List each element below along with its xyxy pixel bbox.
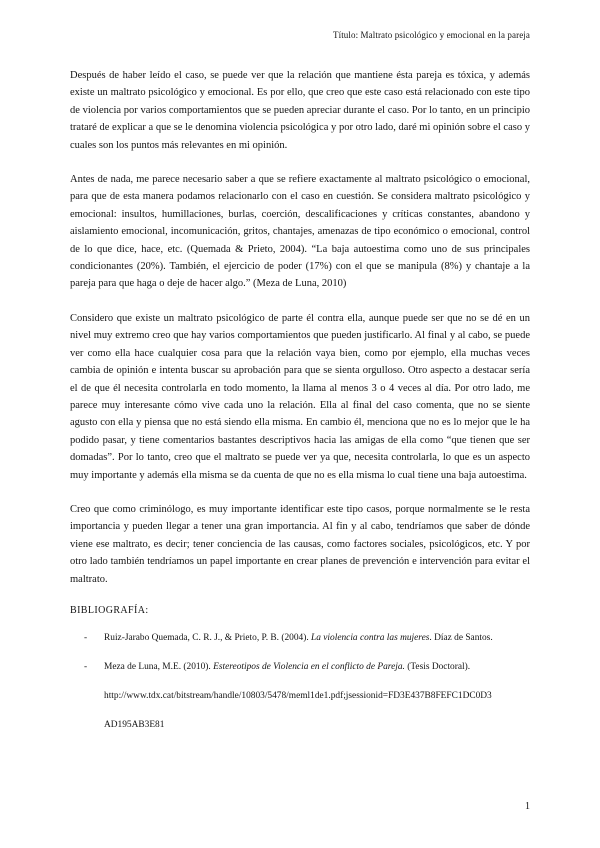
bullet-dash: - [84,661,88,672]
bibliography-entry-text [104,661,530,674]
bibliography-heading: BIBLIOGRAFÍA: [70,604,149,616]
citation-authors: Ruiz-Jarabo Quemada, C. R. J., & Prieto, P. B. (2004). [104,632,312,643]
citation-publisher: . Díaz de Santos. [429,632,493,643]
bibliography-entry-1 [70,632,530,645]
body-paragraph-4: Creo que como criminólogo, es muy importante identificar este tipo casos, porque normalmente se le resta importancia y pueden llegar a tener una gran importancia. Al fin y al cabo, tendríamos que saber de dónde viene ese maltrato, es decir; tener conciencia de las causas, como factores sociales, psicológicos, etc. Y por otro lado también tendríamos un papel importante en crear planes de prevención e intervención para evitar el maltrato. [70,503,530,585]
citation-authors: Meza de Luna, M.E. (2010). [104,661,214,672]
header-title: Título: Maltrato psicológico y emocional en la pareja [333,30,530,40]
bullet-dash: - [84,632,88,643]
bibliography-entry-2 [70,661,530,674]
page-footer [525,801,530,812]
body-paragraph-1: Después de haber leído el caso, se puede ver que la relación que mantiene ésta pareja es tóxica, y además existe un maltrato psicológico y emocional. Es por ello, que creo que este caso está relacionado con este tipo de violencia por varios comportamientos que se pueden apreciar durante el caso. Por lo tanto, en un principio trataré de explicar a que se le denomina violencia psicológica y por otro lado, daré mi opinión sobre el caso y cuales son los puntos más relevantes en mi opinión. [70,70,530,151]
body-paragraph-3: Considero que existe un maltrato psicológico de parte él contra ella, aunque puede ser que no se dé en un nivel muy extremo creo que hay varios comportamientos que pueden justificarlo. Al final y al cabo, se puede ver como ella hace cualquier cosa para que la relación vaya bien, como por ejemplo, ella muchas veces cambia de opinión e intenta buscar su aprobación para que se sienta orgulloso. Otro aspecto a destacar sería el de que él necesita controlarla en todo momento, la llama al menos 3 o 4 veces al día. Por otro lado, me parece muy interesante cómo vive cada uno la relación. Ella al final del caso comenta, que no se siente agusto con ella y piensa que no está siendo ella misma. En cambio él, menciona que no es lo mejor que le ha podido pasar, y tiene comentarios bastantes descriptivos hacia las amigas de ella como “que tienen que ser domadas”. Por lo tanto, creo que el maltrato se puede ver ya que, necesita controlarla, lo que es un aspecto muy importante y además ella misma se da cuenta de que no es ella misma lo cual tiene una baja autoestima. [70,312,530,481]
citation-title: Estereotipos de Violencia en el conflicto de Pareja. [213,661,405,672]
citation-type: (Tesis Doctoral). [404,661,471,672]
bibliography-entry-text [104,632,530,645]
body-paragraph-2: Antes de nada, me parece necesario saber a que se refiere exactamente al maltrato psicológico o emocional, para que de esta manera podamos relacionarlo con el caso en cuestión. Se considera maltrato psicológico y emocional: insultos, humillaciones, burlas, coerción, descalificaciones y críticas constantes, abandono y aislamiento emocional, incomunicación, gritos, chantajes, amenazas de tipo económico o emocional, control de lo que dice, hace, etc. (Quemada & Prieto, 2004). “La baja autoestima como uno de sus principales condicionantes (20%). También, el ejercicio de poder (17%) con el que se manipula (8%) y chantaje a la pareja para que haga o deje de hacer algo.” (Meza de Luna, 2010) [70,174,530,290]
page-number: 1 [525,801,530,812]
page-header [70,30,530,40]
bibliography-url-line-1: http://www.tdx.cat/bitstream/handle/10803/5478/meml1de1.pdf;jsessionid=FD3E437B8FEFC1DC0D3 [104,690,492,701]
bibliography-url-line-2: AD195AB3E81 [104,719,165,730]
document-body [70,67,530,732]
citation-title: La violencia contra las mujeres [311,632,430,643]
